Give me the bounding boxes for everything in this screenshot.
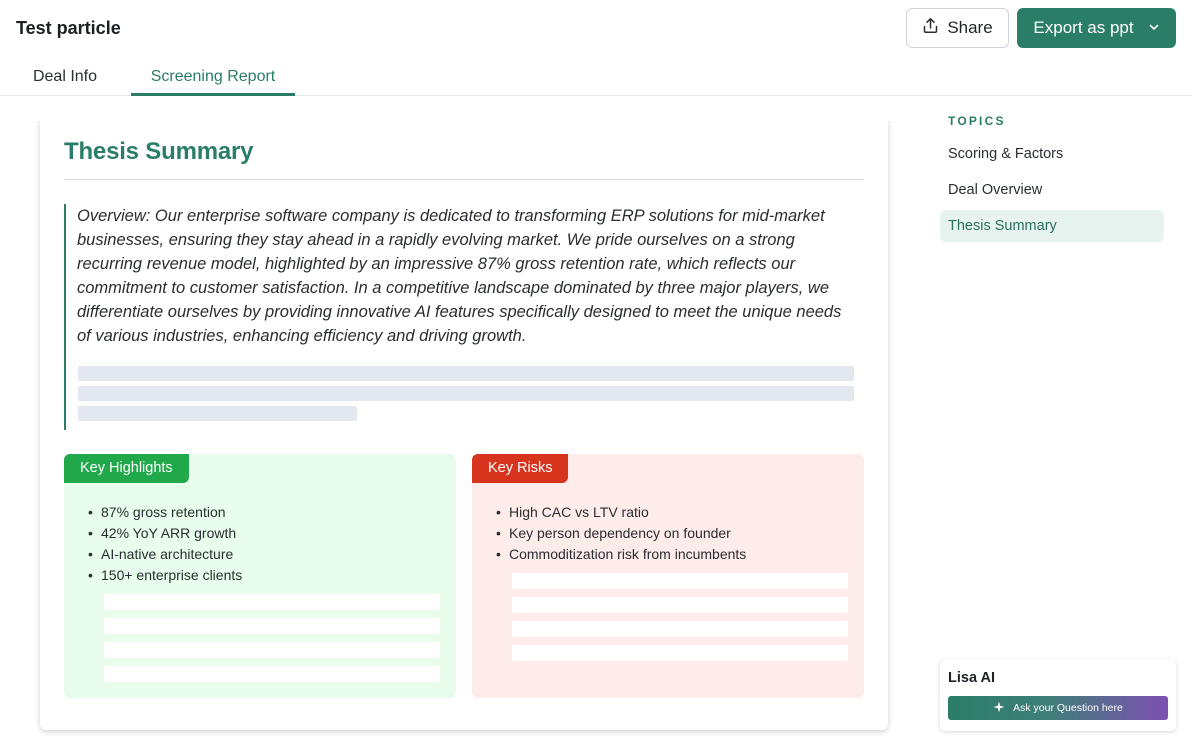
- tab-deal-info[interactable]: Deal Info: [32, 68, 98, 85]
- share-label: Share: [947, 18, 993, 37]
- list-item: • 42% YoY ARR growth: [88, 523, 242, 544]
- list-item: • 150+ enterprise clients: [88, 565, 242, 586]
- ask-question-label: Ask your Question here: [1013, 702, 1123, 714]
- list-item: • Commoditization risk from incumbents: [496, 544, 746, 565]
- upload-icon: [922, 17, 939, 39]
- card-scroll-edge: [30, 97, 898, 121]
- topics-heading: TOPICS: [948, 114, 1006, 128]
- loading-skeleton: [104, 618, 440, 634]
- chevron-down-icon: [1148, 18, 1160, 38]
- loading-skeleton: [104, 594, 440, 610]
- loading-skeleton: [78, 386, 854, 401]
- loading-skeleton: [104, 642, 440, 658]
- highlights-list: [88, 502, 242, 586]
- loading-skeleton: [104, 666, 440, 682]
- top-header: [0, 0, 1192, 96]
- lisa-ai-widget: [940, 659, 1176, 731]
- loading-skeleton: [78, 366, 854, 381]
- topic-deal-overview[interactable]: Deal Overview: [948, 182, 1043, 198]
- list-item: • 87% gross retention: [88, 502, 242, 523]
- topic-thesis-summary[interactable]: Thesis Summary: [940, 210, 1164, 242]
- list-item: • Key person dependency on founder: [496, 523, 746, 544]
- export-button[interactable]: [1017, 8, 1176, 48]
- export-label: Export as ppt: [1033, 18, 1134, 37]
- overview-quote: [64, 204, 854, 430]
- list-item: • AI-native architecture: [88, 544, 242, 565]
- tab-screening-report[interactable]: Screening Report: [131, 60, 295, 96]
- page-title: Test particle: [16, 18, 121, 38]
- loading-skeleton: [78, 406, 357, 421]
- loading-skeleton: [512, 597, 848, 613]
- loading-skeleton: [512, 645, 848, 661]
- ask-question-button[interactable]: [948, 696, 1168, 720]
- list-item: • High CAC vs LTV ratio: [496, 502, 746, 523]
- share-button[interactable]: [906, 8, 1009, 48]
- key-highlights-panel: [64, 454, 456, 698]
- key-risks-panel: [472, 454, 864, 698]
- risks-list: [496, 502, 746, 565]
- topic-scoring-factors[interactable]: Scoring & Factors: [948, 146, 1064, 162]
- report-card: [40, 112, 888, 730]
- sparkle-icon: [993, 701, 1005, 716]
- key-highlights-badge: Key Highlights: [64, 454, 189, 483]
- loading-skeleton: [512, 573, 848, 589]
- overview-text: Overview: Our enterprise software company is dedicated to transforming ERP solutions for mid-market businesses, ensuring they stay ahead in a rapidly evolving market. We pride ourselves on a strong recurring revenue model, highlighted by an impressive 87% gross retention rate, which reflects our commitment to customer satisfaction. In a competitive landscape dominated by three major players, we differentiate ourselves by providing innovative AI features specifically designed to meet the unique needs of various industries, enhancing efficiency and driving growth.: [77, 207, 842, 345]
- lisa-ai-title: Lisa AI: [948, 670, 996, 686]
- section-title: Thesis Summary: [64, 138, 254, 165]
- key-risks-badge: Key Risks: [472, 454, 568, 483]
- title-divider: [64, 179, 864, 180]
- loading-skeleton: [512, 621, 848, 637]
